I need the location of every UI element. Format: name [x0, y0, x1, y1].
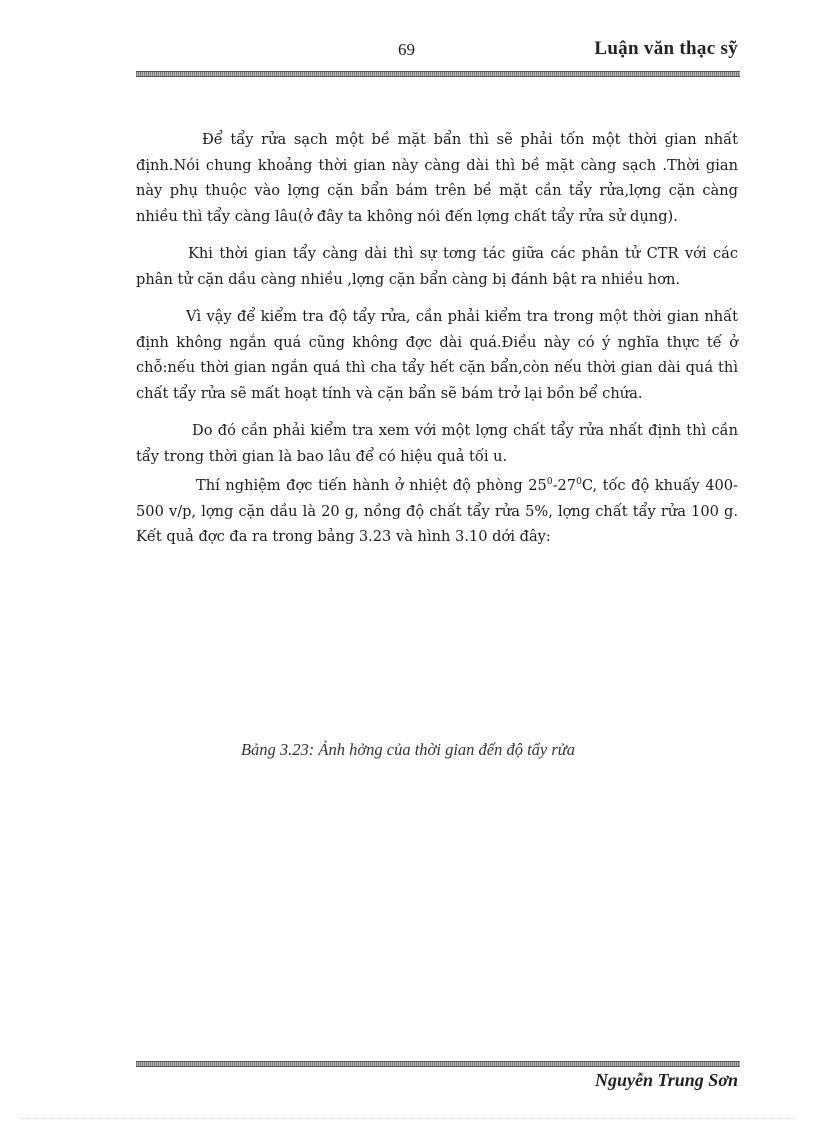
paragraph-2: Khi thời gian tẩy càng dài thì sự tơng tác giữa các phân tử CTR với các phân tử cặn dầu càng nhiều ,lợng cặn bẩn càng bị đánh bật ra nhiều hơn. [136, 245, 738, 288]
paragraph-4: Do đó cần phải kiểm tra xem với một lợng chất tẩy rửa nhất định thì cần tẩy trong thời gian là bao lâu để có hiệu quả tối u. [136, 422, 738, 465]
degree-superscript-1: 0 [546, 477, 553, 487]
header-page-number: 69 [398, 40, 415, 59]
page-bottom-border [20, 1118, 796, 1119]
paragraph-1: Để tẩy rửa sạch một bề mặt bẩn thì sẽ phải tốn một thời gian nhất định.Nói chung khoảng thời gian này càng dài thì bề mặt càng sạch .Thời gian này phụ thuộc vào lợng cặn bẩn bám trên bề mặt cần tẩy rửa,lợng cặn càng nhiều thì tẩy càng lâu(ở đây ta không nói đến lợng chất tẩy rửa sử dụng). [136, 131, 738, 225]
header-title: Luận văn thạc sỹ [594, 38, 738, 59]
paragraph-3: Vì vậy để kiểm tra độ tẩy rửa, cần phải kiểm tra trong một thời gian nhất định không ngắn quá cũng không đợc dài quá.Điều này có ý nghĩa thực tế ở chỗ:nếu thời gian ngắn quá thì cha tẩy hết cặn bẩn,còn nếu thời gian dài quá thì chất tẩy rửa sẽ mất hoạt tính và cặn bẩn sẽ bám trở lại bồn bể chứa. [136, 308, 738, 402]
table-caption: Bảng 3.23: Ảnh hởng của thời gian đến độ tẩy rửa [240, 740, 576, 759]
footer-author: Nguyễn Trung Sơn [594, 1070, 738, 1090]
header-rule [136, 71, 740, 77]
paragraph-5 [136, 473, 738, 550]
paragraph-5-part-c: C, tốc độ khuấy 400-500 v/p, lợng cặn dầu là 20 g, nồng độ chất tẩy rửa 5%, lợng chất tẩy rửa 100 g. Kết quả đợc đa ra trong bảng 3.23 và hình 3.10 dới đây: [136, 477, 738, 545]
footer-rule [136, 1061, 740, 1067]
body-text [136, 127, 738, 562]
paragraph-5-part-a: Thí nghiệm đợc tiến hành ở nhiệt độ phòng 25 [196, 477, 547, 494]
degree-superscript-2: 0 [576, 477, 582, 487]
paragraph-5-part-b: -27 [552, 477, 577, 494]
